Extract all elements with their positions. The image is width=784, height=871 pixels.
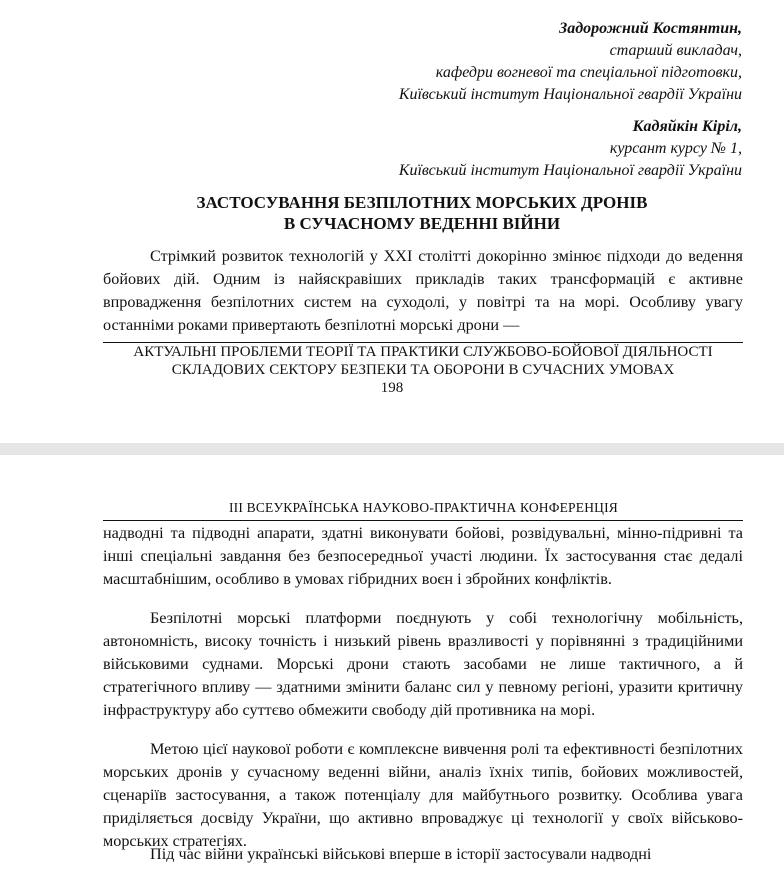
- footer-line-1: АКТУАЛЬНІ ПРОБЛЕМИ ТЕОРІЇ ТА ПРАКТИКИ СЛУЖБОВО-БОЙОВОЇ ДІЯЛЬНОСТІ: [133, 344, 713, 360]
- body-paragraph-1: надводні та підводні апарати, здатні виконувати бойові, розвідувальні, мінно-підривні та інші спеціальні завдання без безпосередньої участі людини. Їх застосування стає дедалі масштабнішим, особливо в умовах гібридних воєн і збройних конфліктів.: [103, 524, 743, 588]
- author-name: Кадяйкін Кіріл,: [632, 118, 742, 135]
- body-paragraph-4: Під час війни українські військові вперше в історії застосували надводні: [150, 845, 652, 863]
- article-title-line-2: В СУЧАСНОМУ ВЕДЕННІ ВІЙНИ: [283, 214, 561, 233]
- author-block-2: [399, 116, 742, 182]
- author-block-1: [399, 18, 742, 106]
- body-paragraph-2: Безпілотні морські платформи поєднують у собі технологічну мобільність, автономність, високу точність і низький рівень вразливості у порівнянні з традиційними військовими суднами. Морські дрони стають засобами не лише тактичного, а й стратегічного впливу — здатними змінити баланс сил у певному регіоні, уразити критичну інфраструктуру або суттєво обмежити свободу дій противника на морі.: [103, 609, 743, 719]
- body-paragraph-3: Метою цієї наукової роботи є комплексне вивчення ролі та ефективності безпілотних морських дронів у сучасному веденні війни, аналіз їхніх типів, бойових можливостей, сценаріїв застосування, а також потенціалу для майбутнього розвитку. Особлива увага приділяється досвіду України, що активно впроваджує ці технології у своїх військово-морських стратегіях.: [103, 740, 743, 850]
- page-footer: [90, 343, 756, 379]
- author-department: кафедри вогневої та спеціальної підготовки,: [435, 64, 742, 81]
- header-divider: [103, 520, 743, 521]
- author-name: Задорожний Костянтин,: [559, 20, 742, 37]
- author-position: курсант курсу № 1,: [609, 140, 742, 157]
- intro-paragraph: Стрімкий розвиток технологій у XXI столітті докорінно змінює підходи до ведення бойових дій. Одним із найяскравіших прикладів таких трансформацій є активне впровадження безпілотних систем на суходолі, у повітрі та на морі. Особливу увагу останніми роками привертають безпілотні морські дрони —: [103, 247, 743, 334]
- document-page-199: [0, 455, 784, 871]
- author-institution: Київський інститут Національної гвардії України: [398, 162, 742, 179]
- page-header: ІІІ ВСЕУКРАЇНСЬКА НАУКОВО-ПРАКТИЧНА КОНФЕРЕНЦІЯ: [228, 500, 619, 515]
- author-institution: Київський інститут Національної гвардії України: [398, 86, 742, 103]
- article-title: [100, 192, 744, 234]
- page-number: 198: [380, 380, 404, 396]
- author-position: старший викладач,: [609, 42, 742, 59]
- footer-line-2: СКЛАДОВИХ СЕКТОРУ БЕЗПЕКИ ТА ОБОРОНИ В СУЧАСНИХ УМОВАХ: [171, 362, 675, 378]
- article-title-line-1: ЗАСТОСУВАННЯ БЕЗПІЛОТНИХ МОРСЬКИХ ДРОНІВ: [196, 193, 648, 212]
